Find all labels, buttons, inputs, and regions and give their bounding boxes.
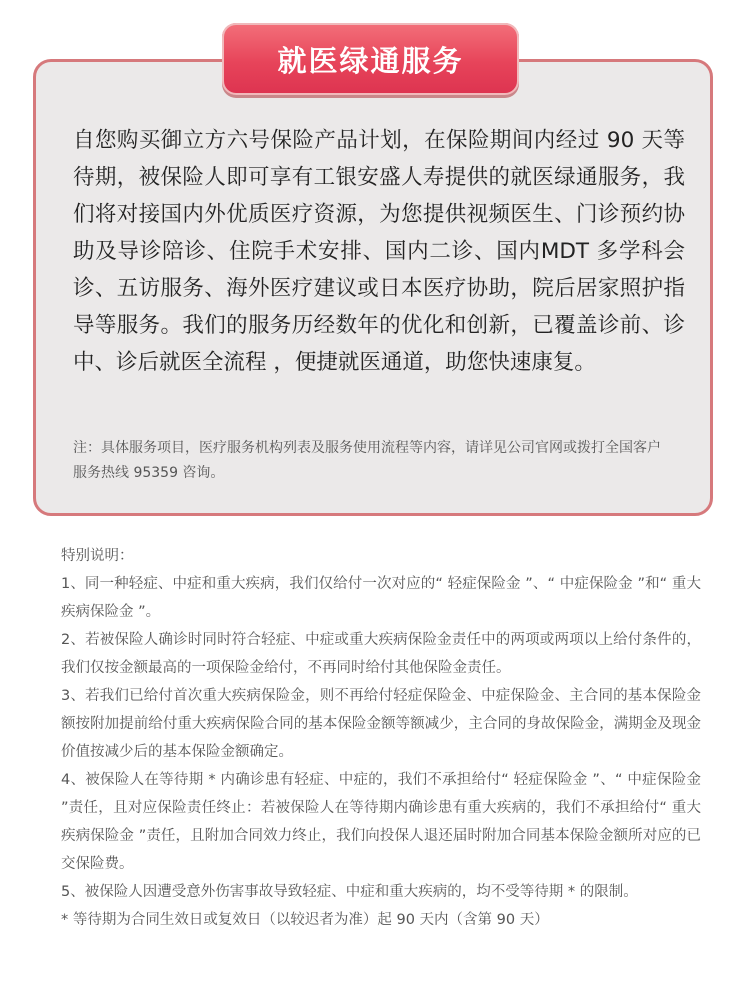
green-channel-card: [33, 59, 713, 516]
section-title: 就医绿通服务: [277, 43, 464, 78]
special-notes-heading: 特别说明：: [61, 548, 134, 564]
special-note-item: 2、若被保险人确诊时同时符合轻症、中症或重大疾病保险金责任中的两项或两项以上给付条件的，我们仅按金额最高的一项保险金给付，不再同时给付其他保险金责任。: [61, 632, 701, 676]
service-description: 自您购买御立方六号保险产品计划，在保险期间内经过 90 天等待期，被保险人即可享有工银安盛人寿提供的就医绿通服务，我们将对接国内外优质医疗资源，为您提供视频医生、门诊预约协助及导诊陪诊、住院手术安排、国内二诊、国内MDT 多学科会诊、五访服务、海外医疗建议或日本医疗协助，院后居家照护指导等服务。我们的服务历经数年的优化和创新，已覆盖诊前、诊中、诊后就医全流程 ，便捷就医通道，助您快速康复。: [73, 128, 685, 375]
service-note: 注：具体服务项目，医疗服务机构列表及服务使用流程等内容，请详见公司官网或拨打全国客户服务热线 95359 咨询。: [73, 440, 661, 481]
special-notes: [61, 542, 701, 934]
waiting-period-footnote: * 等待期为合同生效日或复效日（以较迟者为准）起 90 天内（含第 90 天）: [61, 912, 549, 928]
special-note-item: 5、被保险人因遭受意外伤害事故导致轻症、中症和重大疾病的，均不受等待期 * 的限制。: [61, 884, 638, 900]
special-note-item: 4、被保险人在等待期 * 内确诊患有轻症、中症的，我们不承担给付“ 轻症保险金 ”、“ 中症保险金 ”责任，且对应保险责任终止：若被保险人在等待期内确诊患有重大疾病的，我们不承担给付“ 重大疾病保险金 ”责任，且附加合同效力终止，我们向投保人退还届时附加合同基本保险金额所对应的已交保险费。: [61, 772, 701, 872]
special-note-item: 1、同一种轻症、中症和重大疾病，我们仅给付一次对应的“ 轻症保险金 ”、“ 中症保险金 ”和“ 重大疾病保险金 ”。: [61, 576, 701, 620]
section-title-tab: [222, 23, 519, 95]
special-note-item: 3、若我们已给付首次重大疾病保险金，则不再给付轻症保险金、中症保险金、主合同的基本保险金额按附加提前给付重大疾病保险合同的基本保险金额等额减少，主合同的身故保险金，满期金及现金价值按减少后的基本保险金额确定。: [61, 688, 701, 760]
